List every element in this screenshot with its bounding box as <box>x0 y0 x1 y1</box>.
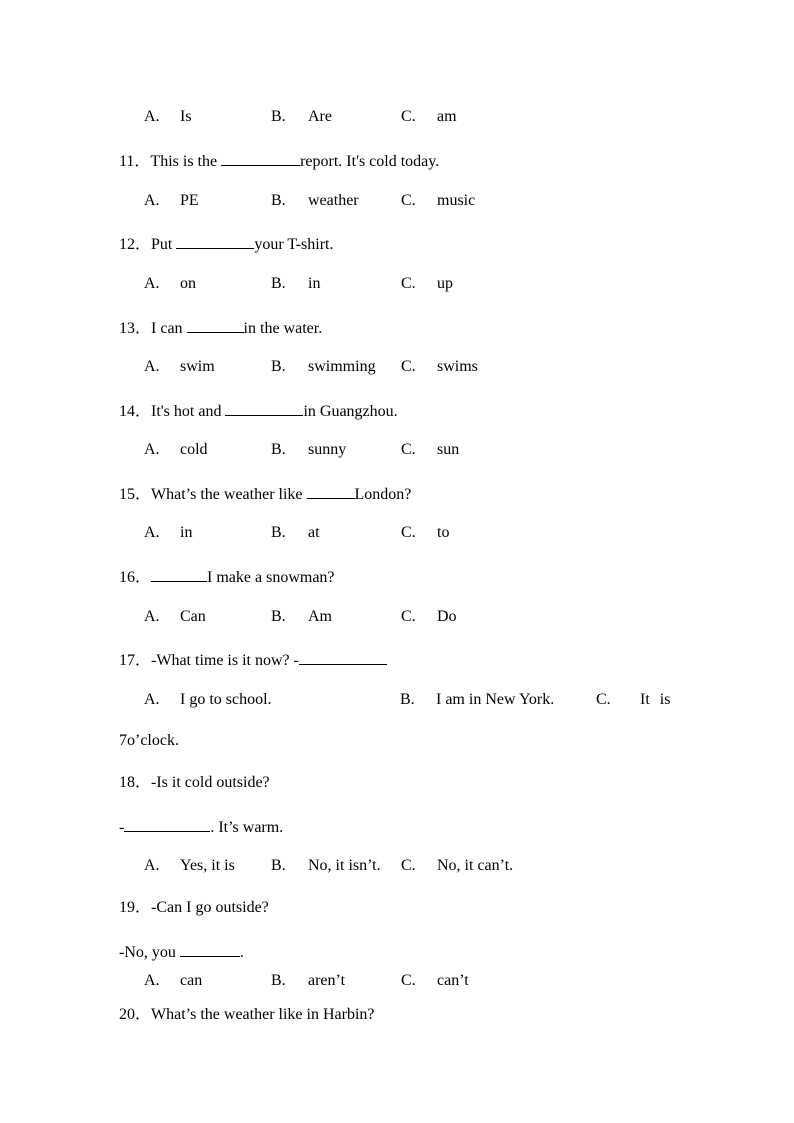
q15-option-a-letter: A. <box>144 524 160 541</box>
q18-number: 18． <box>119 774 152 791</box>
q11-blank[interactable] <box>221 149 300 166</box>
q12-option-c-text: up <box>437 275 453 292</box>
q14-text-before: It's hot and <box>151 403 226 420</box>
q19-question <box>119 898 269 918</box>
q16-option-a-text: Can <box>180 608 206 625</box>
q11-question <box>119 149 439 172</box>
q19-option-c-letter: C. <box>401 972 416 989</box>
q18-question <box>119 773 270 793</box>
q17-option-c-text: It is <box>640 691 671 708</box>
q15-question <box>119 482 411 505</box>
q10-option-c-letter: C. <box>401 108 416 125</box>
q15-option-b-letter: B. <box>271 524 286 541</box>
q17-question <box>119 648 387 671</box>
q18-option-a-text: Yes, it is <box>180 857 235 874</box>
q14-blank[interactable] <box>225 399 303 416</box>
q15-option-a-text: in <box>180 524 193 541</box>
q12-option-b-letter: B. <box>271 275 286 292</box>
q14-option-c-letter: C. <box>401 441 416 458</box>
q13-text-after: in the water. <box>243 320 323 337</box>
q18-answer-line <box>119 815 283 838</box>
q13-option-c-text: swims <box>437 358 478 375</box>
q12-option-b-text: in <box>308 275 321 292</box>
q13-number: 13． <box>119 320 152 337</box>
q14-question <box>119 399 398 422</box>
q11-option-c-text: music <box>437 192 476 209</box>
q16-option-b-text: Am <box>308 608 332 625</box>
q11-option-a-letter: A. <box>144 192 160 209</box>
q18-option-c-letter: C. <box>401 857 416 874</box>
q19-answer-after: . <box>239 944 244 961</box>
q12-text-after: your T-shirt. <box>254 236 334 253</box>
q10-option-a-text: Is <box>180 108 192 125</box>
q10-option-b-letter: B. <box>271 108 286 125</box>
q13-option-c-letter: C. <box>401 358 416 375</box>
q17-option-c-letter: C. <box>596 691 611 708</box>
q11-option-a-text: PE <box>180 192 199 209</box>
q19-option-a-letter: A. <box>144 972 160 989</box>
q16-option-b-letter: B. <box>271 608 286 625</box>
q19-option-b-text: aren’t <box>308 972 346 989</box>
q18-option-c-text: No, it can’t. <box>437 857 514 874</box>
q19-blank[interactable] <box>180 940 240 957</box>
q15-option-c-text: to <box>437 524 450 541</box>
q17-option-b-letter: B. <box>400 691 415 708</box>
q17-blank[interactable] <box>299 648 387 665</box>
q18-blank[interactable] <box>124 815 210 832</box>
q15-text-before: What’s the weather like <box>151 486 307 503</box>
q15-option-c-letter: C. <box>401 524 416 541</box>
q16-option-c-letter: C. <box>401 608 416 625</box>
q13-option-a-text: swim <box>180 358 215 375</box>
q14-option-b-text: sunny <box>308 441 347 458</box>
q13-blank[interactable] <box>187 316 244 333</box>
q12-text-before: Put <box>151 236 177 253</box>
q18-answer-after: . It’s warm. <box>210 819 284 836</box>
q12-option-a-letter: A. <box>144 275 160 292</box>
q10-option-a-letter: A. <box>144 108 160 125</box>
q18-option-a-letter: A. <box>144 857 160 874</box>
q17-option-b-text: I am in New York. <box>436 691 555 708</box>
q15-number: 15． <box>119 486 152 503</box>
q10-option-c-text: am <box>437 108 457 125</box>
q19-text: -Can I go outside? <box>151 899 269 916</box>
q15-blank[interactable] <box>307 482 355 499</box>
q13-option-b-text: swimming <box>308 358 376 375</box>
q14-option-a-letter: A. <box>144 441 160 458</box>
q18-option-b-letter: B. <box>271 857 286 874</box>
q12-number: 12． <box>119 236 152 253</box>
q13-option-a-letter: A. <box>144 358 160 375</box>
q14-text-after: in Guangzhou. <box>303 403 398 420</box>
q16-question <box>119 565 335 588</box>
q10-option-b-text: Are <box>308 108 332 125</box>
q14-option-c-text: sun <box>437 441 460 458</box>
q19-option-c-text: can’t <box>437 972 469 989</box>
q11-option-b-letter: B. <box>271 192 286 209</box>
q14-option-a-text: cold <box>180 441 208 458</box>
q13-text-before: I can <box>151 320 187 337</box>
q20-text: What’s the weather like in Harbin? <box>151 1006 375 1023</box>
q19-option-b-letter: B. <box>271 972 286 989</box>
q11-option-c-letter: C. <box>401 192 416 209</box>
q16-text-after: I make a snowman? <box>207 569 335 586</box>
q12-option-c-letter: C. <box>401 275 416 292</box>
q20-question <box>119 1005 374 1025</box>
q11-option-b-text: weather <box>308 192 359 209</box>
q18-option-b-text: No, it isn’t. <box>308 857 381 874</box>
q19-answer-line <box>119 940 244 963</box>
q14-number: 14． <box>119 403 152 420</box>
q18-answer-before: - <box>119 819 125 836</box>
q17-option-a-letter: A. <box>144 691 160 708</box>
q16-number: 16． <box>119 569 152 586</box>
q17-number: 17． <box>119 652 152 669</box>
q16-option-c-text: Do <box>437 608 457 625</box>
q12-blank[interactable] <box>176 232 254 249</box>
q19-option-a-text: can <box>180 972 203 989</box>
q12-question <box>119 232 333 255</box>
q16-blank[interactable] <box>151 565 207 582</box>
q19-answer-before: -No, you <box>119 944 180 961</box>
q17-option-c-wrap: 7o’clock. <box>119 732 179 749</box>
q18-text: -Is it cold outside? <box>151 774 270 791</box>
q12-option-a-text: on <box>180 275 196 292</box>
q17-text-before: -What time is it now? - <box>151 652 299 669</box>
q19-number: 19． <box>119 899 152 916</box>
q14-option-b-letter: B. <box>271 441 286 458</box>
q15-text-after: London? <box>354 486 412 503</box>
q11-text-after: report. It's cold today. <box>300 153 440 170</box>
q11-text-before: This is the <box>150 153 222 170</box>
q15-option-b-text: at <box>308 524 320 541</box>
q13-question <box>119 316 322 339</box>
q11-number: 11． <box>119 153 151 170</box>
q20-number: 20． <box>119 1006 152 1023</box>
q17-option-a-text: I go to school. <box>180 691 272 708</box>
q13-option-b-letter: B. <box>271 358 286 375</box>
q16-option-a-letter: A. <box>144 608 160 625</box>
